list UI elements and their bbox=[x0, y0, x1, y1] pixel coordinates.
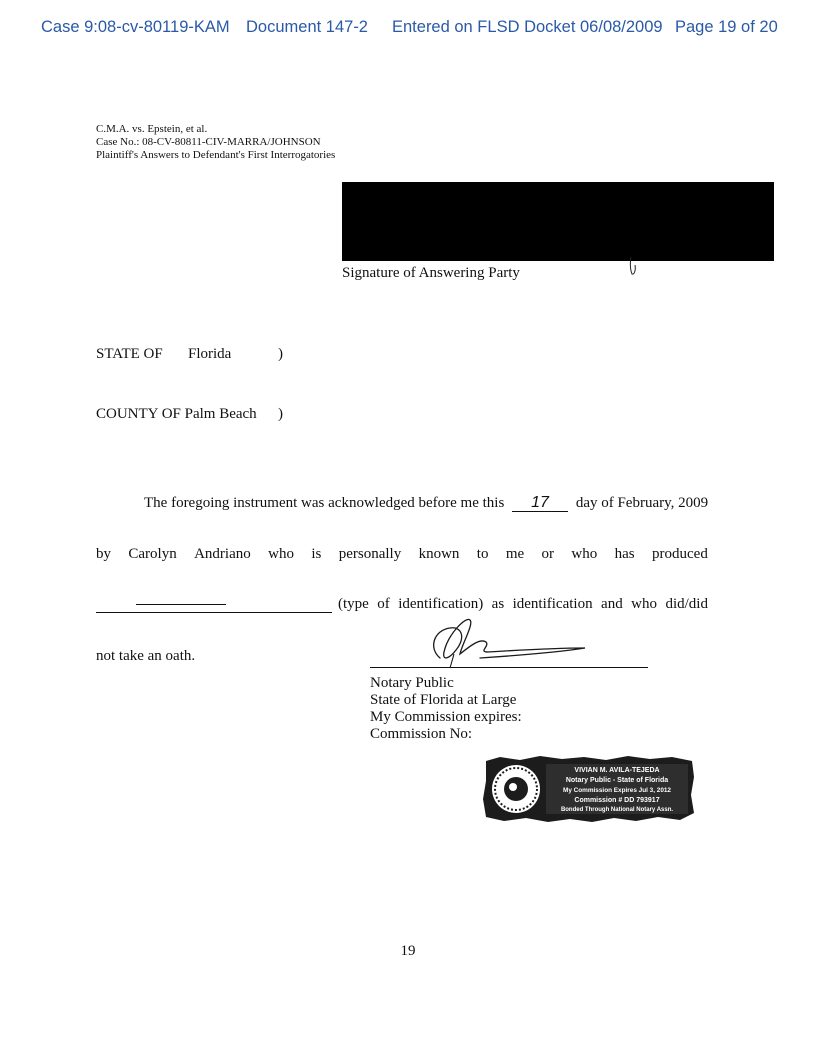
identification-blank bbox=[96, 598, 332, 613]
line2-word: produced bbox=[652, 546, 708, 562]
line2-word: Carolyn bbox=[128, 546, 177, 562]
seal-expires: My Commission Expires Jul 3, 2012 bbox=[563, 787, 671, 794]
acknowledgment-line-4: not take an oath. bbox=[96, 648, 196, 664]
line2-word: is bbox=[311, 546, 322, 562]
signature-label: Signature of Answering Party bbox=[342, 265, 520, 281]
county-label: COUNTY OF Palm Beach bbox=[96, 406, 257, 422]
seal-name: VIVIAN M. AVILA-TEJEDA bbox=[574, 767, 660, 774]
line2-word: to bbox=[476, 546, 489, 562]
line2-word: me bbox=[505, 546, 525, 562]
state-label: STATE OF bbox=[96, 346, 163, 362]
notary-jurisdiction: State of Florida at Large bbox=[370, 692, 517, 708]
notary-signature-line bbox=[370, 667, 648, 668]
page-number: 19 bbox=[400, 943, 416, 959]
line3-word: who bbox=[631, 596, 658, 612]
caption-case-number: Case No.: 08-CV-80811-CIV-MARRA/JOHNSON bbox=[96, 136, 321, 148]
court-header bbox=[0, 18, 816, 42]
line3-word: (type bbox=[338, 596, 369, 612]
line2-word: or bbox=[541, 546, 555, 562]
redacted-signature bbox=[342, 182, 774, 261]
seal-bonded: Bonded Through National Notary Assn. bbox=[560, 807, 674, 813]
ack-text-start: The foregoing instrument was acknowledged before me this bbox=[144, 495, 505, 511]
line2-word: Andriano bbox=[194, 546, 251, 562]
line2-word: by bbox=[96, 546, 111, 562]
blank-strike-mark bbox=[136, 604, 226, 605]
ack-text-end: day of February, 2009 bbox=[575, 495, 709, 511]
line2-word: who bbox=[571, 546, 598, 562]
line2-word: who bbox=[268, 546, 294, 562]
caption-parties: C.M.A. vs. Epstein, et al. bbox=[96, 123, 208, 135]
state-paren: ) bbox=[278, 346, 283, 362]
line2-word: has bbox=[614, 546, 635, 562]
notary-expires-label: My Commission expires: bbox=[370, 709, 522, 725]
line3-word: identification) bbox=[398, 596, 484, 612]
line2-word: known bbox=[418, 546, 460, 562]
page-indicator: Page 19 of 20 bbox=[675, 18, 778, 36]
case-number: Case 9:08-cv-80119-KAM bbox=[41, 18, 230, 36]
state-value: Florida bbox=[188, 346, 232, 362]
line3-word: and bbox=[601, 596, 623, 612]
line3-word: identification bbox=[512, 596, 593, 612]
line3-word: of bbox=[377, 596, 390, 612]
notary-seal-stamp bbox=[480, 755, 696, 823]
acknowledgment-line-1 bbox=[144, 495, 708, 512]
notary-signature bbox=[370, 608, 650, 670]
acknowledgment-line-2 bbox=[96, 546, 708, 563]
line3-word: as bbox=[491, 596, 505, 612]
signature-stroke bbox=[628, 257, 638, 275]
notary-block bbox=[370, 675, 522, 743]
docket-entry: Entered on FLSD Docket 06/08/2009 bbox=[392, 18, 663, 36]
document-number: Document 147-2 bbox=[246, 18, 368, 36]
notary-number-label: Commission No: bbox=[370, 726, 473, 742]
county-paren: ) bbox=[278, 406, 283, 422]
line3-word: did/did bbox=[665, 596, 708, 612]
ack-day: 17 bbox=[512, 495, 568, 512]
line2-word: personally bbox=[338, 546, 402, 562]
seal-commission: Commission # DD 793917 bbox=[574, 797, 660, 804]
caption-subject: Plaintiff's Answers to Defendant's First Interrogatories bbox=[96, 149, 336, 161]
notary-title: Notary Public bbox=[370, 675, 454, 691]
seal-title: Notary Public - State of Florida bbox=[565, 777, 669, 784]
case-caption bbox=[96, 123, 335, 162]
